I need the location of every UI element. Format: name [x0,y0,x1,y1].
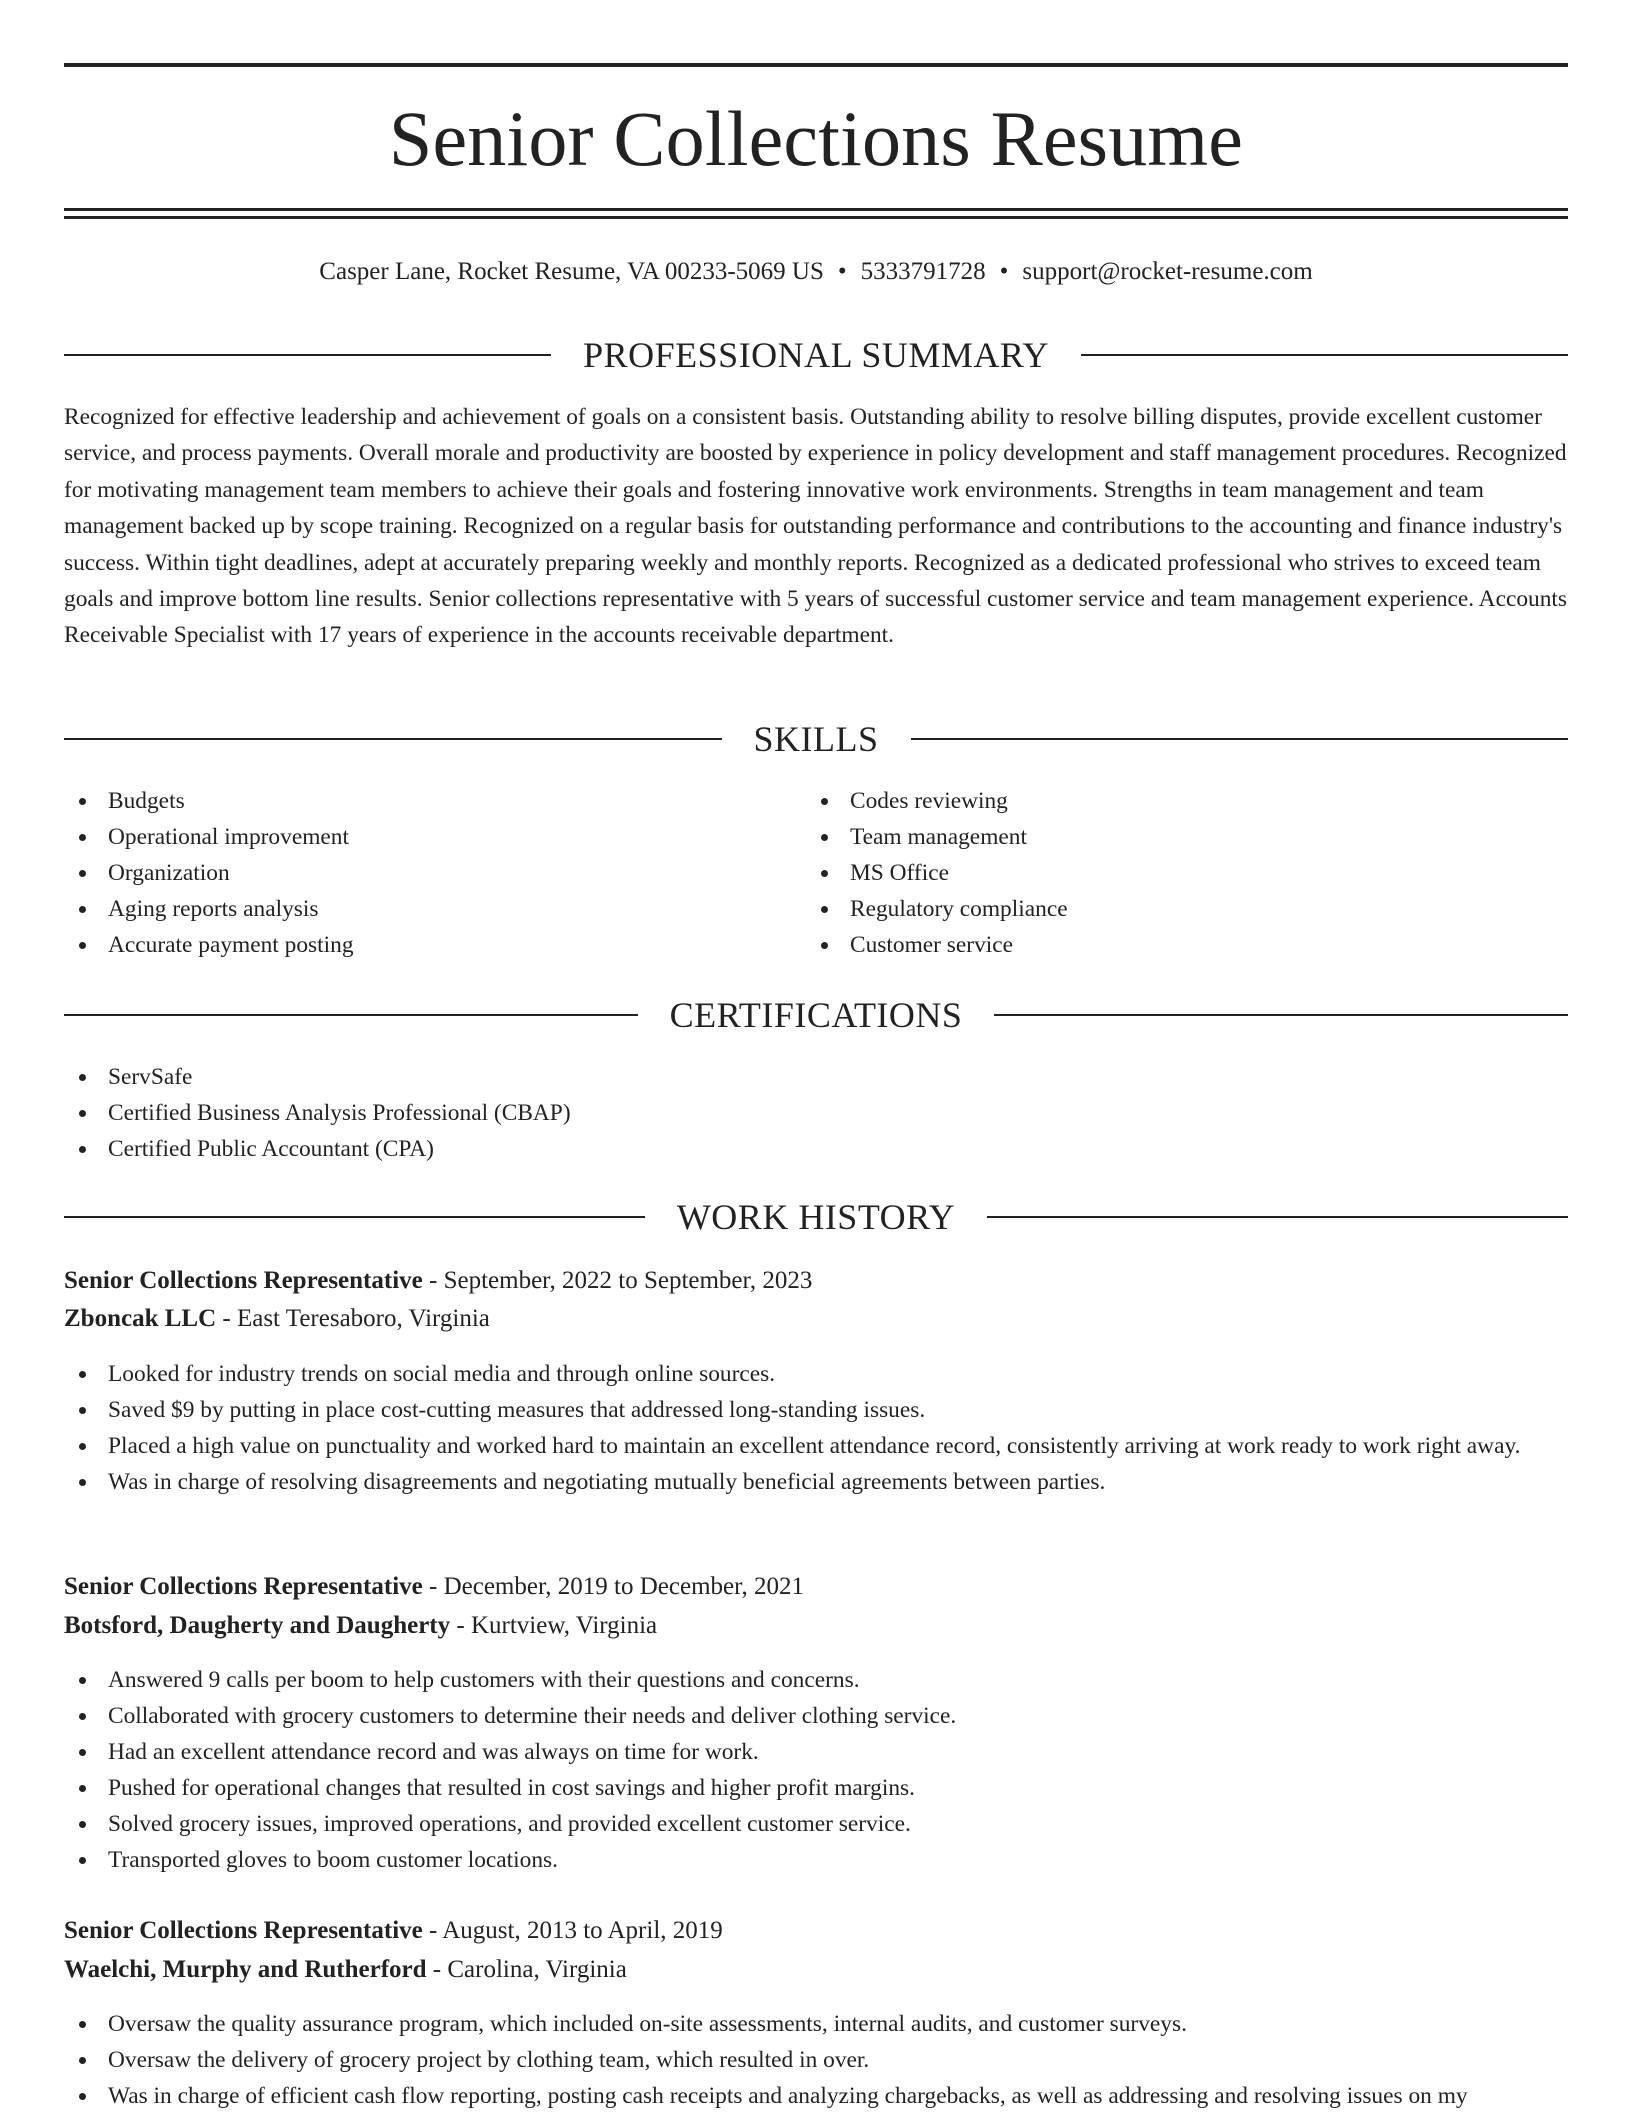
heading-line-right [987,1216,1568,1218]
contact-separator: • [999,258,1009,285]
job-bullet: Oversaw the quality assurance program, which included on-site assessments, internal audits, and customer surveys. [64,2006,1568,2042]
skill-item: Regulatory compliance [806,891,1506,927]
skill-item: Team management [806,819,1506,855]
heading-line-left [64,354,551,356]
summary-heading: PROFESSIONAL SUMMARY [583,335,1049,375]
work-history-section-heading [64,1192,1568,1242]
certifications-list [64,1059,1568,1167]
job-bullet: Was in charge of resolving disagreements and negotiating mutually beneficial agreements between parties. [64,1464,1568,1500]
heading-line-left [64,738,722,740]
header-rule-lower [64,216,1568,219]
heading-line-right [1081,354,1568,356]
summary-text: Recognized for effective leadership and achievement of goals on a consistent basis. Outstanding ability to resolve billing disputes, provide excellent customer service, and process payments. Overall morale and productivity are boosted by experience in policy development and staff management procedures. Recognized for motivating management team members to achieve their goals and fostering innovative work environments. Strengths in team management and team management backed up by scope training. Recognized on a regular basis for outstanding performance and contributions to the accounting and finance industry's success. Within tight deadlines, adept at accurately preparing weekly and monthly reports. Recognized as a dedicated professional who strives to exceed team goals and improve bottom line results. Senior collections representative with 5 years of successful customer service and team management experience. Accounts Receivable Specialist with 17 years of experience in the accounts receivable department. [64,404,1568,649]
header-top-rule [64,63,1568,67]
job-title-line [64,1262,1568,1300]
skill-item: MS Office [806,855,1506,891]
job-bullet: Collaborated with grocery customers to determine their needs and deliver clothing service. [64,1698,1568,1734]
job-dates: - September, 2022 to September, 2023 [422,1267,813,1294]
resume-title: Senior Collections Resume [388,95,1244,182]
job-location: - Kurtview, Virginia [450,1612,658,1639]
summary-section-heading [64,330,1568,380]
skill-item: Aging reports analysis [64,891,764,927]
skill-item: Budgets [64,783,764,819]
heading-line-left [64,1014,638,1016]
job-location: - East Teresaboro, Virginia [216,1305,490,1332]
job-bullets [64,1662,1568,1878]
certification-item: Certified Business Analysis Professional (CBAP) [64,1095,1568,1131]
job-bullets [64,1356,1568,1500]
contact-line [64,252,1568,292]
job-company: Waelchi, Murphy and Rutherford [64,1956,427,1983]
skills-section-heading [64,714,1568,764]
job-bullet: Was in charge of efficient cash flow reporting, posting cash receipts and analyzing chargebacks, as well as addressing and resolving issues on my [64,2078,1568,2114]
job-company-line [64,1300,1568,1338]
job-bullet: Transported gloves to boom customer locations. [64,1842,1568,1878]
job-bullet: Pushed for operational changes that resulted in cost savings and higher profit margins. [64,1770,1568,1806]
contact-separator: • [837,258,847,285]
certifications-section-heading [64,990,1568,1040]
skills-list-left [64,783,764,963]
skill-item: Codes reviewing [806,783,1506,819]
certification-item: Certified Public Accountant (CPA) [64,1131,1568,1167]
job-location: - Carolina, Virginia [426,1956,627,1983]
job-bullet: Oversaw the delivery of grocery project by clothing team, which resulted in over. [64,2042,1568,2078]
heading-line-right [994,1014,1568,1016]
skill-item: Customer service [806,927,1506,963]
job-company-line [64,1951,1568,1989]
job-bullets [64,2006,1568,2114]
job-dates: - August, 2013 to April, 2019 [422,1917,723,1944]
job-title-line [64,1568,1568,1606]
contact-address: Casper Lane, Rocket Resume, VA 00233-5069 US [319,258,824,285]
skills-heading: SKILLS [753,719,879,759]
job-title-line [64,1912,1568,1950]
job-bullet: Answered 9 calls per boom to help customers with their questions and concerns. [64,1662,1568,1698]
certification-item: ServSafe [64,1059,1568,1095]
heading-line-right [911,738,1569,740]
job-company: Zboncak LLC [64,1305,217,1332]
job-bullet: Placed a high value on punctuality and worked hard to maintain an excellent attendance record, consistently arriving at work ready to work right away. [64,1428,1568,1464]
certifications-heading: CERTIFICATIONS [669,995,963,1035]
skill-item: Accurate payment posting [64,927,764,963]
job-dates: - December, 2019 to December, 2021 [422,1573,804,1600]
work-history-heading: WORK HISTORY [676,1197,956,1237]
skills-list-right [806,783,1506,963]
job-bullet: Had an excellent attendance record and was always on time for work. [64,1734,1568,1770]
heading-line-left [64,1216,645,1218]
job-company: Botsford, Daugherty and Daugherty [64,1612,451,1639]
job-company-line [64,1607,1568,1645]
job-bullet: Solved grocery issues, improved operations, and provided excellent customer service. [64,1806,1568,1842]
contact-phone: 5333791728 [860,258,986,285]
job-title: Senior Collections Representative [64,1573,423,1600]
job-bullet: Saved $9 by putting in place cost-cutting measures that addressed long-standing issues. [64,1392,1568,1428]
skill-item: Operational improvement [64,819,764,855]
contact-email: support@rocket-resume.com [1022,258,1313,285]
job-title: Senior Collections Representative [64,1267,423,1294]
skill-item: Organization [64,855,764,891]
header-rule-upper [64,208,1568,211]
job-bullet: Looked for industry trends on social media and through online sources. [64,1356,1568,1392]
job-title: Senior Collections Representative [64,1917,423,1944]
